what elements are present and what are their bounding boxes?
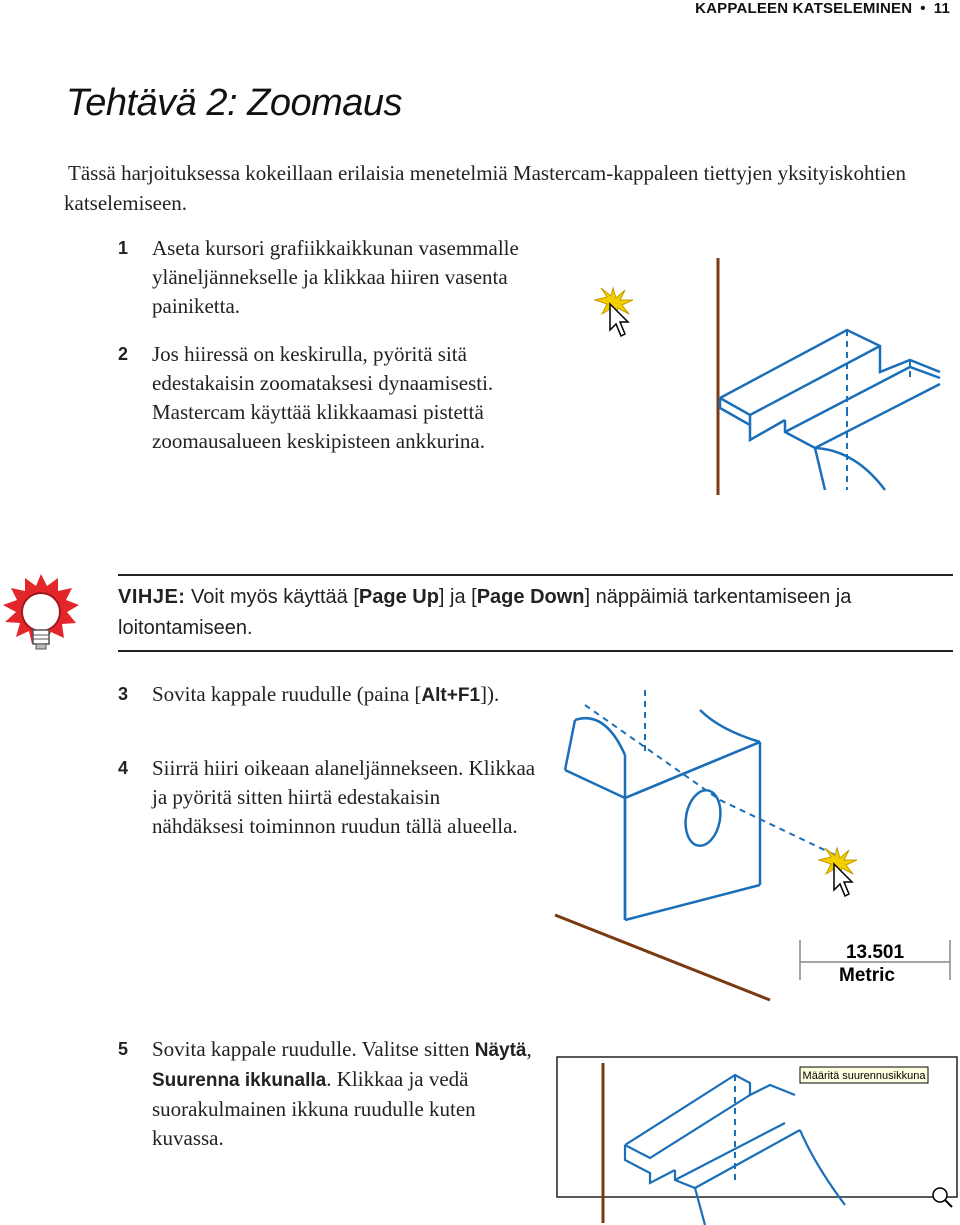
step-number: 1 [118, 238, 129, 258]
intro-paragraph: Tässä harjoituksessa kokeillaan erilaisia menetelmiä Mastercam-kappaleen tiettyjen yksityiskohtien katselemiseen. [64, 161, 906, 215]
step-5 [118, 1035, 542, 1153]
hidden-lines [847, 330, 910, 490]
hidden-lines [585, 690, 835, 855]
figure-zoom-part-hole [545, 680, 960, 1002]
header-bullet: • [920, 0, 926, 17]
step-2 [118, 340, 532, 456]
tip-box [118, 582, 948, 644]
step-text: Sovita kappale ruudulle (paina [ [152, 682, 422, 706]
axis-line [555, 915, 770, 1000]
step-text: Jos hiiressä on keskirulla, pyöritä sitä edestakaisin zoomataksesi dynaamisesti. Mastercam käyttää klikkaamasi pistettä zoomausalueen keskipisteen ankkurina. [152, 342, 494, 453]
step-text: Siirrä hiiri oikeaan alaneljännekseen. Klikkaa ja pyöritä sitten hiirtä edestakaisin nähdäksesi toiminnon ruudun tällä alueella. [152, 756, 536, 838]
step-1 [118, 234, 542, 321]
step-number: 5 [118, 1039, 129, 1059]
part-wireframe [720, 330, 940, 490]
step-text: ]). [480, 682, 500, 706]
figure-zoom-window [555, 1055, 960, 1225]
step-number: 3 [118, 684, 129, 704]
section-title: KAPPALEEN KATSELEMINEN [695, 0, 913, 17]
menu-suurenna-ikkunalla: Suurenna ikkunalla [152, 1070, 327, 1091]
tip-text: Voit myös käyttää [ [185, 586, 359, 608]
part-wireframe [565, 710, 760, 920]
coordinate-readout [800, 940, 950, 986]
readout-value: 13.501 [845, 942, 905, 963]
step-4 [118, 754, 537, 841]
step-number: 2 [118, 344, 129, 364]
zoom-window-tooltip [800, 1067, 928, 1083]
key-page-up: Page Up [358, 586, 439, 608]
figure-zoom-part-detail [585, 250, 945, 500]
tip-label: VIHJE: [118, 586, 186, 608]
lightbulb-icon [0, 572, 82, 662]
step-text: Sovita kappale ruudulle. Valitse sitten [152, 1037, 475, 1061]
page-number: 11 [933, 0, 950, 17]
page-title: Tehtävä 2: Zoomaus [66, 82, 403, 124]
menu-nayta: Näytä [474, 1040, 527, 1061]
step-text: Aseta kursori grafiikkaikkunan vasemmalle yläneljännekselle ja klikkaa hiiren vasenta painiketta. [152, 236, 519, 318]
tip-text: ] ja [ [438, 586, 477, 608]
key-page-down: Page Down [476, 586, 585, 608]
running-header [695, 0, 950, 17]
step-number: 4 [118, 758, 129, 778]
tip-bottom-rule [118, 650, 953, 652]
readout-units: Metric [839, 965, 895, 986]
step-3 [118, 680, 532, 710]
tooltip-text: Määritä suurennusikkuna [802, 1070, 926, 1082]
tip-text: ] näppäimiä tarkentamiseen ja loitontamiseen. [118, 586, 852, 639]
cursor-burst-icon [595, 288, 633, 336]
tip-top-rule [118, 574, 953, 576]
cursor-burst-icon [819, 848, 857, 896]
step-text: . Klikkaa ja vedä suorakulmainen ikkuna ruudulle kuten kuvassa. [152, 1067, 476, 1150]
step-text: , [526, 1037, 532, 1061]
key-alt-f1: Alt+F1 [421, 685, 481, 706]
